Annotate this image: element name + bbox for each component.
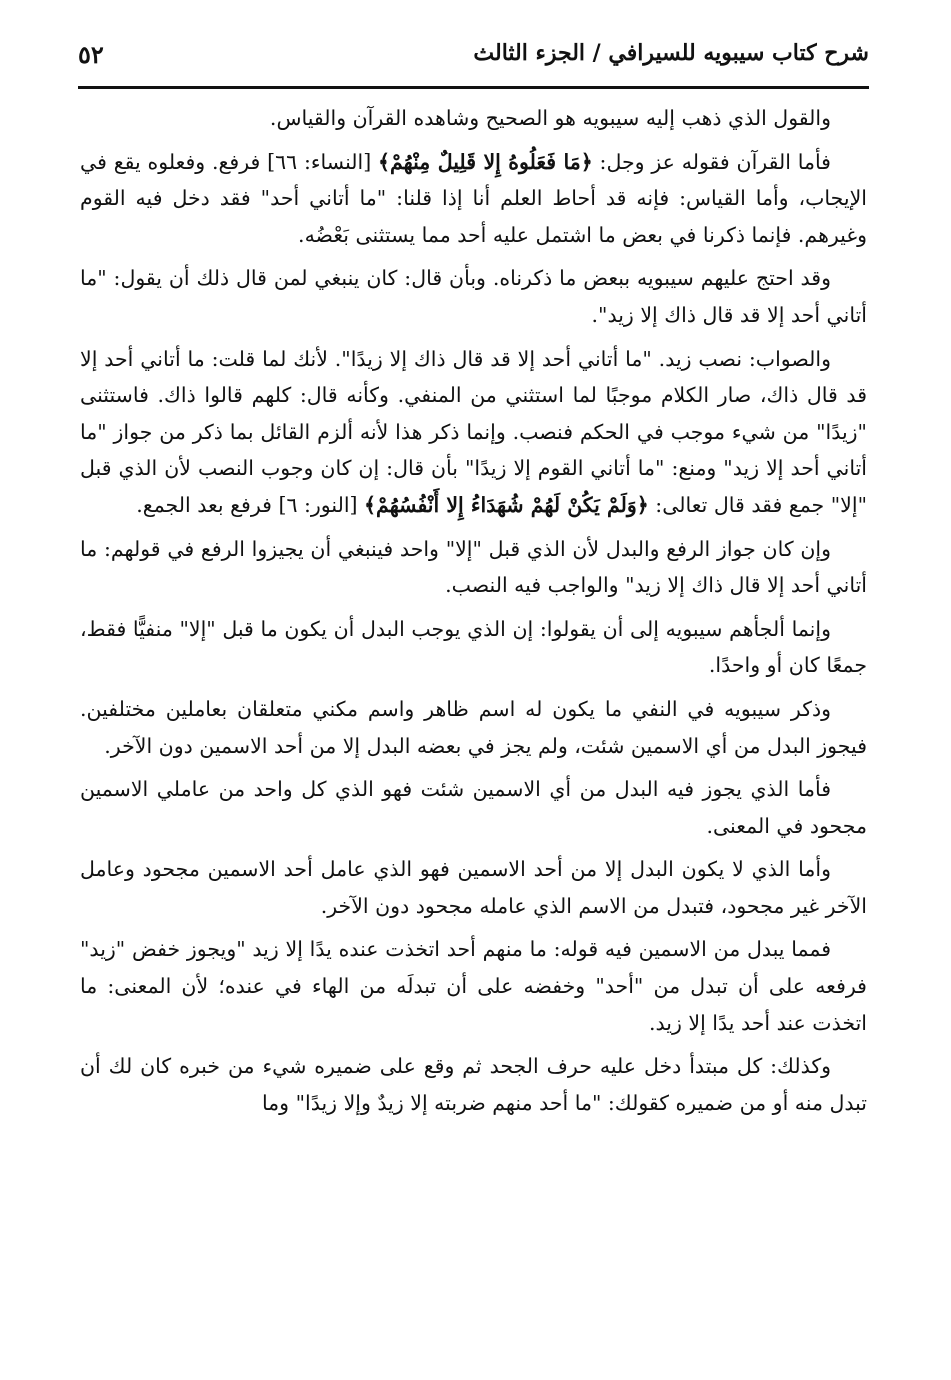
body-text [80, 100, 867, 1128]
paragraph [80, 260, 867, 333]
paragraph [80, 341, 867, 524]
quran-quote: ﴿وَلَمْ يَكُنْ لَهُمْ شُهَدَاءُ إِلا أَنْفُسُهُمْ﴾ [364, 492, 649, 517]
quran-quote: ﴿مَا فَعَلُوهُ إِلا قَلِيلٌ مِنْهُمْ﴾ [378, 149, 593, 174]
paragraph-text: وقد احتج عليهم سيبويه ببعض ما ذكرناه. وبأن قال: كان ينبغي لمن قال ذلك أن يقول: "ما أتاني أحد إلا قد قال ذاك إلا زيد". [80, 266, 867, 327]
paragraph-text: فأما القرآن فقوله عز وجل: [592, 149, 831, 174]
paragraph [80, 611, 867, 684]
paragraph-text: وذكر سيبويه في النفي ما يكون له اسم ظاهر واسم مكني متعلقان بعاملين مختلفين. فيجوز البدل من أي الاسمين شئت، ولم يجز في بعضه البدل إلا من أحد الاسمين دون الآخر. [80, 696, 867, 758]
paragraph [80, 771, 867, 844]
paragraph-text: وأما الذي لا يكون البدل إلا من أحد الاسمين فهو الذي عامل أحد الاسمين مجحود وعامل الآخر غير مجحود، فتبدل من الاسم الذي عامله مجحود دون الآخر. [80, 857, 867, 918]
paragraph [80, 851, 867, 924]
paragraph-text: فأما الذي يجوز فيه البدل من أي الاسمين شئت فهو الذي كل واحد من عاملي الاسمين مجحود في المعنى. [80, 777, 867, 838]
paragraph-text: وإنما ألجأهم سيبويه إلى أن يقولوا: إن الذي يوجب البدل أن يكون ما قبل "إلا" منفيًّا فقط، جمعًا كان أو واحدًا. [80, 616, 867, 678]
page-number: ٥٢ [78, 40, 104, 69]
paragraph-text: وإن كان جواز الرفع والبدل لأن الذي قبل "إلا" واحد فينبغي أن يجيزوا الرفع في قولهم: ما أتاني أحد إلا قال ذاك إلا زيد" والواجب فيه النصب. [80, 536, 867, 598]
paragraph [80, 144, 867, 254]
paragraph-text: [النساء: ٦٦] فرفع. وفعلوه يقع في الإيجاب، وأما القياس: فإنه قد أحاط العلم أنا إذا قلنا: "ما أتاني أحد" فقد دخل فيه القوم وغيرهم. فإنما ذكرنا في بعض ما اشتمل عليه أحد مما يستثنى بَعْضُه. [80, 149, 867, 247]
paragraph-text: وكذلك: كل مبتدأ دخل عليه حرف الجحد ثم وقع على ضميره شيء من خبره كان لك أن تبدل منه أو من ضميره كقولك: "ما أحد منهم ضربته إلا زيدٌ وإلا زيدًا" وما [80, 1054, 867, 1115]
paragraph-text: والقول الذي ذهب إليه سيبويه هو الصحيح وشاهده القرآن والقياس. [269, 106, 831, 130]
paragraph-text: فمما يبدل من الاسمين فيه قوله: ما منهم أحد اتخذت عنده يدًا إلا زيد "ويجوز خفض "زيد" فرفعه على أن تبدل من "أحد" وخفضه على أن تبدلَه من الهاء في عنده؛ لأن المعنى: ما اتخذت عند أحد يدًا إلا زيد. [80, 937, 867, 1035]
paragraph-text: والصواب: نصب زيد. "ما أتاني أحد إلا قد قال ذاك إلا زيدًا". لأنك لما قلت: ما أتاني أحد إلا قد قال ذاك، صار الكلام موجبًا لما استثني من المنفي. وكأنه قال: كلهم قالوا ذاك. فاستثنى "زيدًا" من شيء موجب في الحكم فنصب. وإنما ذكر هذا لأنه ألزم القائل بما ذكر من جواز "ما أتاني أحد إلا زيد" ومنع: "ما أتاني القوم إلا زيدًا" بأن قال: إن كان وجوب النصب لأن الذي قبل "إلا" جمع فقد قال تعالى: [80, 346, 867, 517]
paragraph [80, 100, 867, 137]
running-header [78, 34, 869, 80]
paragraph [80, 531, 867, 604]
paragraph-text: [النور: ٦] فرفع بعد الجمع. [136, 492, 365, 517]
running-title: شرح كتاب سيبويه للسيرافي / الجزء الثالث [473, 40, 869, 66]
paragraph [80, 691, 867, 764]
paragraph [80, 1048, 867, 1121]
header-divider [78, 86, 869, 89]
paragraph [80, 931, 867, 1041]
